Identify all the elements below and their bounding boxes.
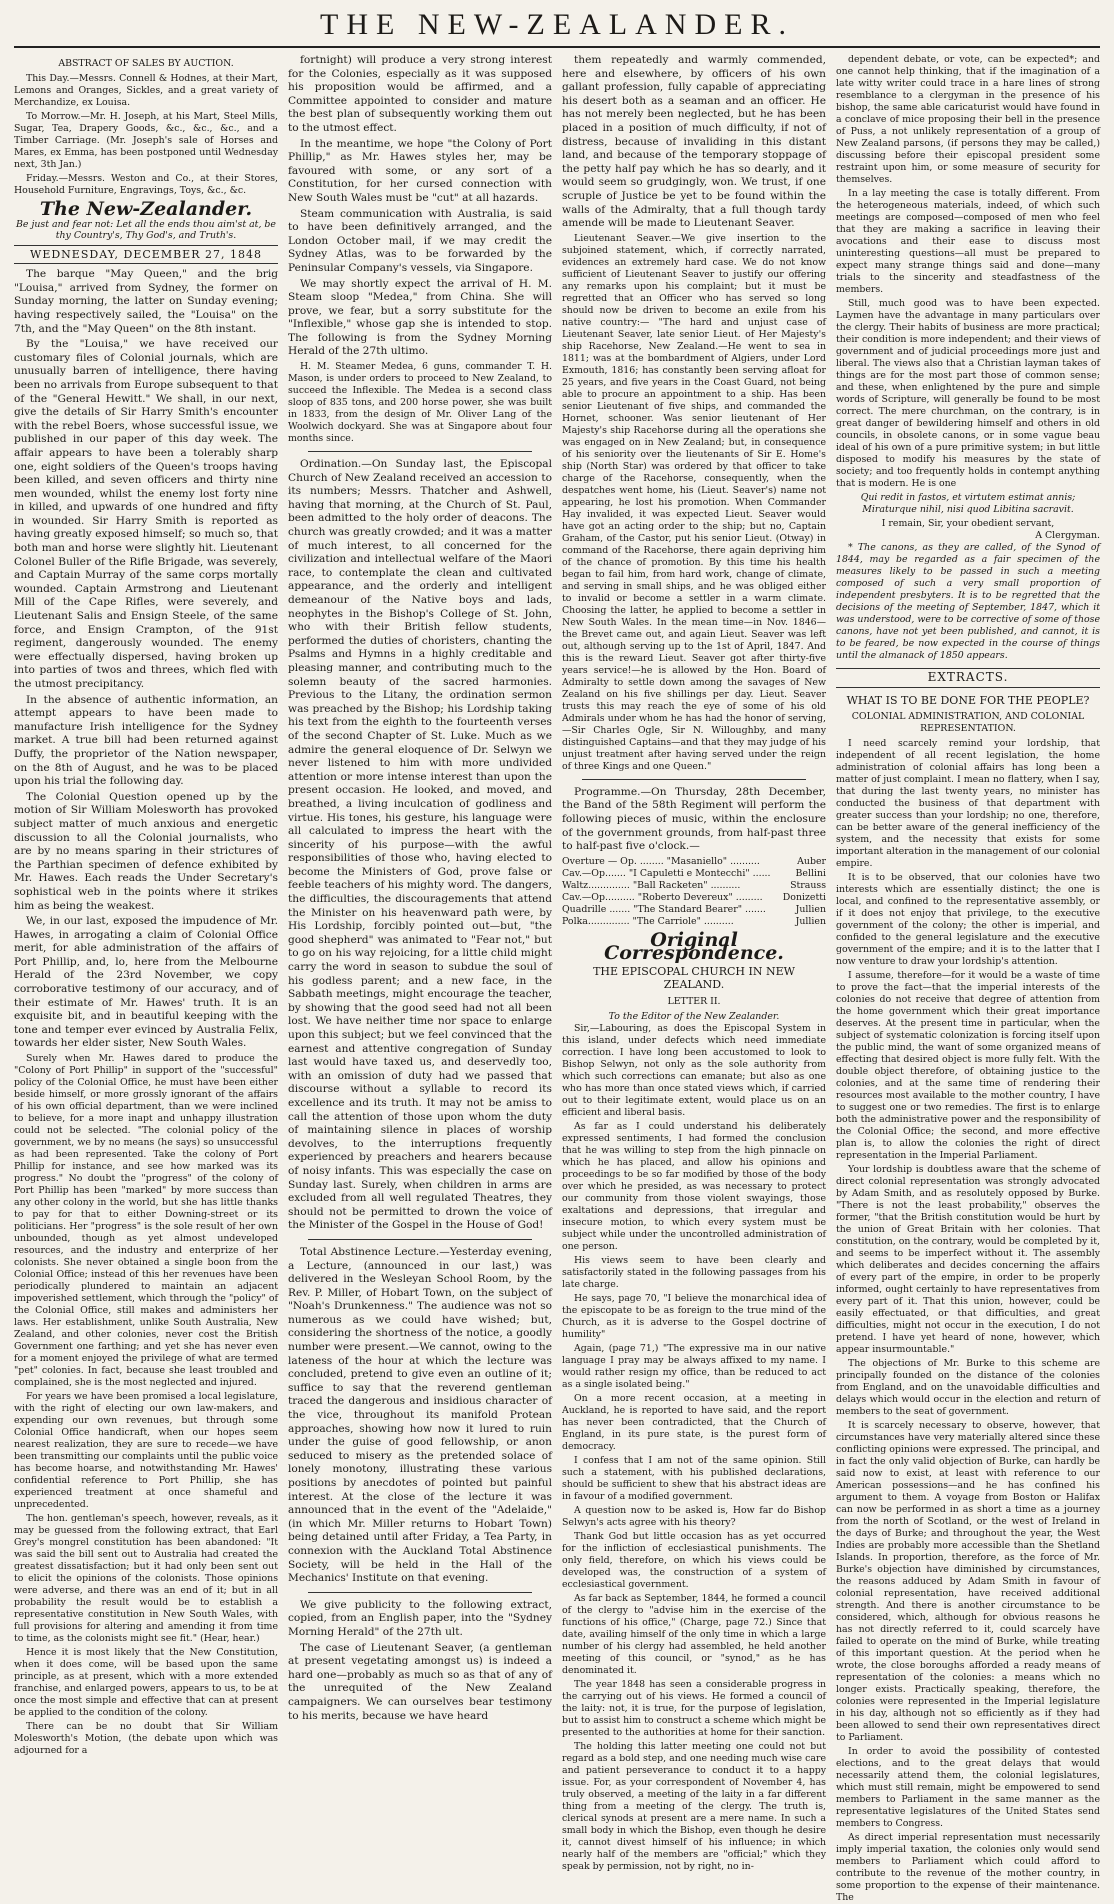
paragraph: The barque "May Queen," and the brig "Louisa," arrived from Sydney, the former on Sunday morning, the latter on Sunday evening; having respectively sailed, the "Louisa" on the 7th, and the "May Queen" on the 8th instant. (14, 268, 278, 335)
letter-paragraph: His views seem to have been clearly and satisfactorily stated in the following passages from his late charge. (562, 1255, 826, 1291)
letter-paragraph: The holding this latter meeting one could not but regard as a bold step, and one needing much wise care and patient perseverance to conduct it to a happy issue. For, as your correspondent of November 4, has truly observed, a meeting of the laity in a far different thing from a meeting of the clergy. The truth is, clerical synods at present are a mere name. In such a small body in which the Bishop, even though he desire it, cannot divest himself of his influence; in which nearly half of the members are "official;" which they speak by permission, not by right, no in- (562, 1741, 826, 1873)
column-1 (14, 54, 278, 1839)
programme-list (562, 856, 826, 928)
column-3 (562, 54, 826, 1873)
dateline: WEDNESDAY, DECEMBER 27, 1848 (14, 245, 278, 265)
letter-paragraph: He says, page 70, "I believe the monarchical idea of the episcopate to be as foreign to the true mind of the Church, as it is adverse to the Gospel doctrine of humility" (562, 1293, 826, 1341)
letter-paragraph: Again, (page 71,) "The expressive ma in our native language I pray may be always affixed to my name. I would rather resign my office, than be reduced to act as a single isolated being." (562, 1343, 826, 1391)
paragraph: The Colonial Question opened up by the motion of Sir William Molesworth has provoked subject matter of much anxious and energetic discussion to all the Colonial journalists, who are by no means sparing in their strictures of the Parthian specimen of defence exhibited by Mr. Hawes. Each reads the Under Secretary's sophistical web in the points where it strikes him as being the weakest. (14, 790, 278, 912)
programme-item: Quadrille ....... "The Standard Bearer" ....... Jullien (562, 903, 826, 915)
paragraph: The objections of Mr. Burke to this scheme are principally founded on the distance of the colonies from England, and on the unavoidable difficulties and delays which would occur in the election and return of members to the seat of government. (836, 1358, 1100, 1418)
quoted-paragraph: Hence it is most likely that the New Constitution, when it does come, will be based upon the same principle, as at present, which with a more extended franchise, and enlarged powers, appears to us, to be at once the most simple and effective that can at present be applied to the condition of the colony. (14, 1647, 278, 1719)
paragraph: As direct imperial representation must necessarily imply imperial taxation, the colonies only would send members to Parliament which could afford to contribute to the revenue of the mother country, in some proportion to the expense of their maintenance. The (836, 1832, 1100, 1904)
section-title: Original Correspondence. (604, 928, 784, 965)
column-4 (836, 54, 1100, 1904)
letter-paragraph: Thank God but little occasion has as yet occurred for the infliction of ecclesiastical punishments. The only field, therefore, on which his views could be developed was, the construction of a system of ecclesiastical government. (562, 1531, 826, 1591)
motto: Be just and fear not: Let all the ends thou aim'st at, be thy Country's, Thy God's, and Truth's. (16, 218, 276, 241)
paragraph: We may shortly expect the arrival of H. M. Steam sloop "Medea," from China. She will prove, we fear, but a sorry substitute for the "Inflexible," whose gap she is intended to stop. The following is from the Sydney Morning Herald of the 27th ultimo. (288, 277, 552, 358)
sale-item: To Morrow.—Mr. H. Joseph, at his Mart, Steel Mills, Sugar, Tea, Drapery Goods, &c., &c., &c., and a Timber Carriage. (Mr. Joseph's sale of Horses and Mares, ex Emma, has been postponed until Wednesday next, 3th Jan.) (14, 111, 278, 170)
extracts-heading: EXTRACTS. (836, 668, 1100, 688)
paragraph: It is to be observed, that our colonies have two interests which are essentially distinct; the one is local, and confined to the representative assembly, or if it does not enjoy that privilege, to the executive government of the colony; the other is imperial, and confided to the general legislature and the executive government of the empire; and it is to the latter that I now venture to draw your lordship's attention. (836, 872, 1100, 968)
programme-item: Cav.—Op....... "I Capuletti e Montecchi" ...... Bellini (562, 867, 826, 879)
latin-quote: Qui redit in fastos, et virtutem estimat annis; Miraturque nihil, nisi quod Libitina sacravit. (860, 492, 1076, 515)
paragraph: I assume, therefore—for it would be a waste of time to prove the fact—that the imperial interests of the colonies do not receive that degree of attention from the home government which their great importance deserves. At the present time in particular, when the subject of systematic colonization is forcing itself upon the public mind, the want of some organized means of effecting that desired object is more fully felt. With the double object therefore, of obtaining justice to the colonies, and at the same time of rendering their resources most available to the mother country, I have to suggest one or two remedies. The first is to enlarge both the administrative power and the responsibility of the Colonial Office; the second, and more effective plan is, to allow the colonies the right of direct representation in the Imperial Parliament. (836, 970, 1100, 1162)
sale-item: This Day.—Messrs. Connell & Hodnes, at their Mart, Lemons and Oranges, Sickles, and a great variety of Merchandize, ex Louisa. (14, 73, 278, 108)
letter-paragraph: I confess that I am not of the same opinion. Still such a statement, with his published declarations, should be sufficient to shew that his abstract ideas are in favour of a modified government. (562, 1455, 826, 1503)
divider (308, 1592, 532, 1593)
quoted-paragraph: For years we have been promised a local legislature, with the right of electing our own law-makers, and expending our own revenues, but through some Colonial Office handicraft, when our hopes seem nearest realization, they are sure to recede—we have been transmitting our complaints until the public voice has become hoarse, and notwithstanding Mr. Hawes' confidential reference to Port Phillip, she has experienced treatment at once shameful and unprecedented. (14, 1391, 278, 1511)
paragraph: It is scarcely necessary to observe, however, that circumstances have very materially altered since these conflicting opinions were expressed. The principal, and in fact the only valid objection of Burke, can hardly be said now to exist, at least with reference to our American possessions—and he has confined his argument to them. A voyage from Boston or Halifax can now be performed in as short a time as a journey from the north of Scotland, or the west of Ireland in the days of Burke; and throughout the year, the West Indies are probably more accessible than the Shetland Islands. In proportion, therefore, as the force of Mr. Burke's objection have diminished by circumstances, the reasons adduced by Adam Smith in favour of colonial representation, have received additional strength. And there is another circumstance to be considered, which, although for obvious reasons he has not directly referred to it, could scarcely have failed to operate on the mind of Burke, while treating of this important question. At the period when he wrote, the close boroughs afforded a ready means of representation of the colonies: a means which no longer exists. Practically speaking, therefore, the colonies were represented in the Imperial legislature in his day, although not so efficiently as if they had been allowed to send their own representatives direct to Parliament. (836, 1420, 1100, 1744)
quoted-paragraph: There can be no doubt that Sir William Molesworth's Motion, (the debate upon which was adjourned for a (14, 1721, 278, 1757)
columns (14, 54, 1100, 1904)
letter-recipient: To the Editor of the New Zealander. (608, 1011, 780, 1023)
letter-paragraph: On a more recent occasion, at a meeting in Auckland, he is reported to have said, and the report has never been contradicted, that the Church of England, in its pure state, is the purest form of democracy. (562, 1393, 826, 1453)
paragraph: By the "Louisa," we have received our customary files of Colonial journals, which are unusually barren of intelligence, there having been no arrivals from Europe subsequent to that of the "General Hewitt." We shall, in our next, give the details of Sir Harry Smith's encounter with the rebel Boers, whose successful issue, we published in our paper of this day week. The affair appears to have been a tolerably sharp one, eight soldiers of the Queen's troops having been killed, and seven officers and thirty nine men wounded, whilst the enemy lost forty nine in killed, and upwards of one hundred and fifty in wounded. Sir Harry Smith is reported as having greatly exposed himself; so much so, that both man and horse were slightly hit. Lieutenant Colonel Buller of the Rifle Brigade, was severely, and Captain Murray of the same corps mortally wounded. Captain Armstrong and Lieutenant Mill of the Cape Rifles, were severely, and Lieutenant Salis and Ensign Steele, of the same force, and Ensign Crampton, of the 91st regiment, dangerously wounded. The enemy were effectually dispersed, having broken up into parties of twos and threes, which fled with the utmost precipitancy. (14, 338, 278, 690)
letter-paragraph: In a lay meeting the case is totally different. From the heterogeneous materials, indeed, of which such meetings are composed—composed of men who feel that they are making a sacrifice in leaving their avocations and their ease to discuss most uninteresting questions—all must be prepared to expect many strange things said and done—many trials to the sincerity and steadfastness of the members. (836, 188, 1100, 295)
divider (582, 779, 806, 780)
quoted-paragraph: Surely when Mr. Hawes dared to produce the "Colony of Port Phillip" in support of the "successful" policy of the Colonial Office, he must have been either beside himself, or more grossly ignorant of the affairs of his own official department, than we were inclined to believe, for a more inapt and unhappy illustration could not be selected. "The colonial policy of the government, we by no means (he says) so unsuccessful as had been represented. Take the colony of Port Phillip for instance, and see how marked was its progress." No doubt the "progress" of the colony of Port Phillip has been "marked" by more success than any other colony in the world, but she has little thanks to pay for that to either Downing-street or its politicians. Her "progress" is the sole result of her own unbounded, though as yet almost undeveloped resources, and the industry and enterprize of her colonists. She never obtained a single boon from the Colonial Office; instead of this her revenues have been periodically plundered to maintain an adjacent impoverished settlement, which through the "policy" of the Colonial Office, still makes and administers her laws. Her establishment, unlike South Australia, New Zealand, and other colonies, never cost the British Government one farthing; and yet she has never even for a moment enjoyed the privilege of what are termed "pet" colonies. In fact, because she least troubled and complained, she is the most neglected and injured. (14, 1053, 278, 1389)
ordination-article: Ordination.—On Sunday last, the Episcopal Church of New Zealand received an accession to its numbers; Messrs. Thatcher and Ashwell, having that morning, at the Church of St. Paul, been admitted to the holy order of deacons. The church was greatly crowded; and it was a matter of much interest, to all concerned for the civilization and intellectual welfare of the Maori race, to contemplate the clean and cultivated appearance, and the orderly and intelligent demeanour of the Native boys and lads, neophytes in the Bishop's College of St. John, who with their British fellow students, performed the duties of choristers, chanting the Psalms and Hymns in a highly creditable and pleasing manner, and contributing much to the solemn beauty of the sacred harmonies. Previous to the Litany, the ordination sermon was preached by the Bishop; his Lordship taking his text from the eighth to the fourteenth verses of the second Chapter of St. Luke. Much as we admire the general eloquence of Dr. Selwyn we never listened to him with more undivided attention or more intense interest than upon the present occasion. He looked, and moved, and breathed, a living inculcation of godliness and virtue. His tones, his gesture, his language were all calculated to impress the heart with the sincerity of his purpose—with the awful responsibilities of those who, having elected to become the Ministers of God, prove false or feeble teachers of his mighty word. The dangers, the difficulties, the discouragements that attend the Minister on his heavenward path were, by His Lordship, forcibly pointed out—but, "the good shepherd" was animated to "Fear not," but to go on his way rejoicing, for a little child might carry the word in season to subdue the soul of his godless parent; and a new face, in the Sabbath meetings, might encourage the teacher, by showing that the good seed had not all been lost. We have neither time nor space to enlarge upon this subject; but we feel convinced that the earnest and attentive congregation of Sunday last would have taxed us, and deservedly too, with an omission of duty had we passed that discourse without a syllable to record its excellence and its truth. It may not be amiss to call the attention of those upon whom the duty of maintaining silence in places of worship devolves, to the interruptions frequently experienced by preachers and hearers because of noisy infants. This was especially the case on Sunday last. Surely, when children in arms are excluded from all well regulated Theatres, they should not be permitted to drown the voice of the Minister of the Gospel in the House of God! (288, 458, 552, 1232)
divider (308, 451, 532, 452)
signature-line: I remain, Sir, your obedient servant, (881, 518, 1055, 529)
letter-number: LETTER II. (667, 996, 721, 1008)
paragraph: The case of Lieutenant Seaver, (a gentleman at present vegetating amongst us) is indeed a hard one—probably as much so as that of any of the unrequited of the New Zealand campaigners. We can ourselves bear testimony to his merits, because we have heard (288, 1641, 552, 1722)
paragraph: Your lordship is doubtless aware that the scheme of direct colonial representation was strongly advocated by Adam Smith, and as resolutely opposed by Burke. "There is not the least probability," observes the former, "that the British constitution would be hurt by the union of Great Britain with her colonies. That constitution, on the contrary, would be completed by it, and seems to be imperfect without it. The assembly which deliberates and decides concerning the affairs of every part of the empire, in order to be properly informed, ought certainly to have representatives from every part of it. That this union, however, could be easily effectuated, or that difficulties, and great difficulties, might not occur in the execution, I do not pretend. I have yet heard of none, however, which appear insurmountable." (836, 1164, 1100, 1356)
letter-paragraph: Sir,—Labouring, as does the Episcopal System in this island, under defects which need immediate correction. I have long been accustomed to look to Bishop Selwyn, not only as the sole authority from which such corrections can emanate; but also as one who has more than once stated views which, if carried out to their legitimate extent, would place us on an efficient and liberal basis. (562, 1023, 826, 1119)
medea-notice: H. M. Steamer Medea, 6 guns, commander T. H. Mason, is under orders to proceed to New Zealand, to succeed the Inflexible. The Medea is a second class sloop of 835 tons, and 200 horse power, she was built in 1833, from the design of Mr. Oliver Lang of the Woolwich dockyard. She was at Singapore about four months since. (288, 361, 552, 445)
seaver-statement: Lieutenant Seaver.—We give insertion to the subjoined statement, which, if correctly narrated, evidences an extremely hard case. We do not know sufficient of Lieutenant Seaver to justify our offering any remarks upon his complaint; but it must be regretted that an Officer who has served so long should now be driven to become an exile from his native country:— "The hard and unjust case of Lieutenant Seaver, late senior Lieut. of Her Majesty's ship Racehorse, New Zealand.—He went to sea in 1811; was at the bombardment of Algiers, under Lord Exmouth, 1816; has constantly been serving afloat for 25 years, and five years in the Coast Guard, not being able to procure an appointment to a ship. Has been senior Lieutenant of five ships, and commanded the Hornet, schooner. Was senior lieutenant of Her Majesty's ship Racehorse during all the operations she was engaged on in New Zealand; but, in consequence of his seniority over the lieutenants of Sir E. Home's ship (North Star) was ordered by that officer to take charge of the Racehorse, consequently, when the despatches went home, his (Lieut. Seaver's) name not appearing, he lost his promotion. When Commander Hay invalided, it was expected Lieut. Seaver would have got an acting order to the ship; but no, Captain Graham, of the Castor, put his senior Lieut. (Otway) in command of the Racehorse, there again depriving him of the chance of promotion. By this time his health began to fail him, from hard work, change of climate, and serving in small ships, and he was obliged either to invalid or become a settler in a warm climate. Choosing the latter, he applied to become a settler in New South Wales. In the mean time—in Nov. 1846—the Brevet came out, and again Lieut. Seaver was left out, although serving up to the 1st of April, 1847. And this is the reward Lieut. Seaver got after thirty-five years service!—he is allowed by the Hon. Board of Admiralty to settle down among the savages of New Zealand on his five shillings per day. Lieut. Seaver trusts this may reach the eye of some of his old Admirals under whom he has had the honor of serving,—Sir Charles Ogle, Sir N. Willoughby, and many distinguished Captains—and that they may judge of his unjust treatment after having served under the reign of three Kings and one Queen." (562, 232, 826, 772)
abstinence-article: Total Abstinence Lecture.—Yesterday evening, a Lecture, (announced in our last,) was delivered in the Wesleyan School Room, by the Rev. P. Miller, of Hobart Town, on the subject of "Noah's Drunkenness." The audience was not so numerous as we could have wished; but, considering the shortness of the notice, a goodly number were present.—We cannot, owing to the lateness of the hour at which the lecture was concluded, pretend to give even an outline of it; suffice to say that the reverend gentleman traced the dangerous and insidious character of the vice, throughout its manifold Protean approaches, showing how now it lured to ruin under the guise of good fellowship, or anon seduced to misery as the pretended solace of lonely monotony, illustrating these various positions by anecdotes of pointed but painful interest. At the close of the lecture it was announced that in the event of the "Adelaide," (in which Mr. Miller returns to Hobart Town) being detained until after Friday, a Tea Party, in connexion with the Auckland Total Abstinence Society, will be held in the Hall of the Mechanics' Institute on that evening. (288, 1245, 552, 1585)
letter-heading: THE EPISCOPAL CHURCH IN NEW ZEALAND. (593, 964, 795, 992)
divider (308, 1239, 532, 1240)
sales-title: ABSTRACT OF SALES BY AUCTION. (58, 58, 234, 69)
masthead: THE NEW-ZEALANDER. (14, 0, 1100, 48)
letter-paragraph: dependent debate, or vote, can be expected*; and one cannot help thinking, that if the imagination of a late witty writer could trace in a hare lines of strong resemblance to a clergyman in the presence of his bishop, the same able caricaturist would have found in a conclave of mice proposing their bell in the presence of Puss, a not unlikely representation of a group of New Zealand parsons, (if persons they may be called,) discussing before their episcopal president some restraint upon him, or some measure of security for themselves. (836, 54, 1100, 185)
paragraph: In the absence of authentic information, an attempt appears to have been made to manufacture Irish intelligence for the Sydney market. A true bill had been returned against Duffy, the proprietor of the Nation newspaper, on the 8th of August, and he was to be placed upon his trial the following day. (14, 693, 278, 788)
paragraph: I need scarcely remind your lordship, that independent of all recent legislation, the home administration of colonial affairs has long been a matter of just complaint. I mean no flattery, when I say, that during the last twenty years, no minister has conducted the business of that department with greater success than your lordship; no one, therefore, can be better aware of the general inefficiency of the system, and the necessity that exists for some important alteration in the management of our colonial empire. (836, 738, 1100, 870)
paragraph: In the meantime, we hope "the Colony of Port Phillip," as Mr. Hawes styles her, may be favoured with some, or any sort of a Constitution, for her cursed connection with New South Wales must be "cut" at all hazards. (288, 137, 552, 204)
paragraph: We, in our last, exposed the impudence of Mr. Hawes, in arrogating a claim of Colonial Office merit, for able administration of the affairs of Port Phillip, and, lo, here from the Melbourne Herald of the 23rd November, we copy corroborative testimony of our accuracy, and of their estimate of Mr. Hawes' truth. It is an exquisite bit, and in beautiful keeping with the tone and temper ever evinced by Australia Felix, towards her elder sister, New South Wales. (14, 915, 278, 1050)
programme-item: Overture — Op. ........ "Masaniello" .......... Auber (562, 855, 826, 867)
paragraph: Steam communication with Australia, is said to have been definitively arranged, and the London October mail, if we may credit the Sydney Atlas, was to be forwarded by the Peninsular Company's vessels, via Singapore. (288, 207, 552, 274)
paragraph: them repeatedly and warmly commended, here and elsewhere, by officers of his own gallant profession, fully capable of appreciating his desert both as a seaman and an officer. He has not merely been neglected, but he has been placed in a position of much difficulty, if not of distress, because of invaliding in this distant land, and because of the temporary stoppage of the petty half pay which he has so dearly, and it would seem so grudgingly, won. We trust, if one scruple of Justice be yet to be found within the walls of the Admiralty, that a full though tardy amende will be made to Lieutenant Seaver. (562, 54, 826, 230)
letter-paragraph: As far back as September, 1844, he formed a council of the clergy to "advise him in the exercise of the functions of his office," (Charge, page 72.) Since that date, availing himself of the only time in which a large number of his clergy had assembled, he held another meeting of this council, or "synod," as he has denominated it. (562, 1593, 826, 1677)
article-title: WHAT IS TO BE DONE FOR THE PEOPLE? (846, 693, 1090, 707)
paragraph: We give publicity to the following extract, copied, from an English paper, into the "Sydney Morning Herald" of the 27th ult. (288, 1598, 552, 1638)
footnote: * The canons, as they are called, of the Synod of 1844, may be regarded as a fair specimen of the measures likely to be passed in such a meeting composed of such a very small proportion of independent presbyters. It is to be regretted that the decisions of the meeting of September, 1847, which it was understood, were to be corrective of some of those canons, have not yet been published, and cannot, it is to be feared, be now expected in the course of things until the almanack of 1850 appears. (836, 542, 1100, 661)
programme-item: Waltz.............. "Ball Racketen" .......... Strauss (562, 879, 826, 891)
paragraph: In order to avoid the possibility of contested elections, and to the great delays that would necessarily attend them, the colonial legislatures, which must still remain, might be empowered to send members to Parliament in the same manner as the representative legislatures of the United States send members to Congress. (836, 1746, 1100, 1830)
programme-item: Polka.............. "The Carriole" .......... Jullien (562, 915, 826, 927)
letter-paragraph: As far as I could understand his deliberately expressed sentiments, I had formed the conclusion that he was willing to step from the high pinnacle on which he has placed, and allow his opinions and proceedings to be so far modified by those of the body over which he presided, as was necessary to protect our community from those violent swayings, those exaltations and depressions, that irregular and insecure motion, to which every system must be subject while under the uncontrolled administration of one person. (562, 1121, 826, 1253)
column-2 (288, 54, 552, 1839)
programme-intro: Programme.—On Thursday, 28th December, the Band of the 58th Regiment will perform the following pieces of music, within the enclosure of the government grounds, from half-past three to half-past five o'clock.— (562, 785, 826, 853)
letter-paragraph: Still, much good was to have been expected. Laymen have the advantage in many particulars over the clergy. Their habits of business are more practical; their condition is more independent; and their views of government and of judicial proceedings more just and liberal. The views also that a Christian layman takes of things are for the most part those of common sense; and these, when enlightened by the pure and simple words of Scripture, will generally be found to be most correct. The mere churchman, on the contrary, is in great danger of bewildering himself and others in old councils, in obsolete canons, or in some vague beau ideal of his own of a pure primitive system; in but little disposed to modify his measures by the state of society; and too frequently holds in contempt anything that is modern. He is one (836, 298, 1100, 489)
programme-item: Cav.—Op.......... "Roberto Devereux" ......... Donizetti (562, 891, 826, 903)
signature: A Clergyman. (1035, 530, 1100, 541)
article-subtitle: COLONIAL ADMINISTRATION, AND COLONIAL REPRESENTATION. (851, 711, 1085, 735)
paragraph: fortnight) will produce a very strong interest for the Colonies, especially as it was supposed his proposition would be affirmed, and a Committee appointed to consider and mature the best plan of subsequently working them out to the utmost effect. (288, 54, 552, 134)
letter-paragraph: The year 1848 has seen a considerable progress in the carrying out of his views. He formed a council of the laity: not, it is true, for the purpose of legislation, but to assist him to construct a scheme which might be presented to the authorities at home for their sanction. (562, 1679, 826, 1739)
letter-paragraph: A question now to be asked is, How far do Bishop Selwyn's acts agree with his theory? (562, 1505, 826, 1529)
quoted-paragraph: The hon. gentleman's speech, however, reveals, as it may be guessed from the following extract, that Earl Grey's mongrel constitution has been abandoned: "It was said the bill sent out to Australia had created the greatest dissatisfaction; but it had only been sent out to elicit the opinions of the colonists. Those opinions were adverse, and there was an end of it; but in all probability the result would be to establish a representative constitution in New South Wales, with full provisions for altering and amending it from time to time, as the colonists might see fit." (Hear, hear.) (14, 1513, 278, 1645)
paper-title: The New-Zealander. (39, 198, 253, 220)
sale-item: Friday.—Messrs. Weston and Co., at their Stores, Household Furniture, Engravings, Toys, &c., &c. (14, 173, 278, 196)
